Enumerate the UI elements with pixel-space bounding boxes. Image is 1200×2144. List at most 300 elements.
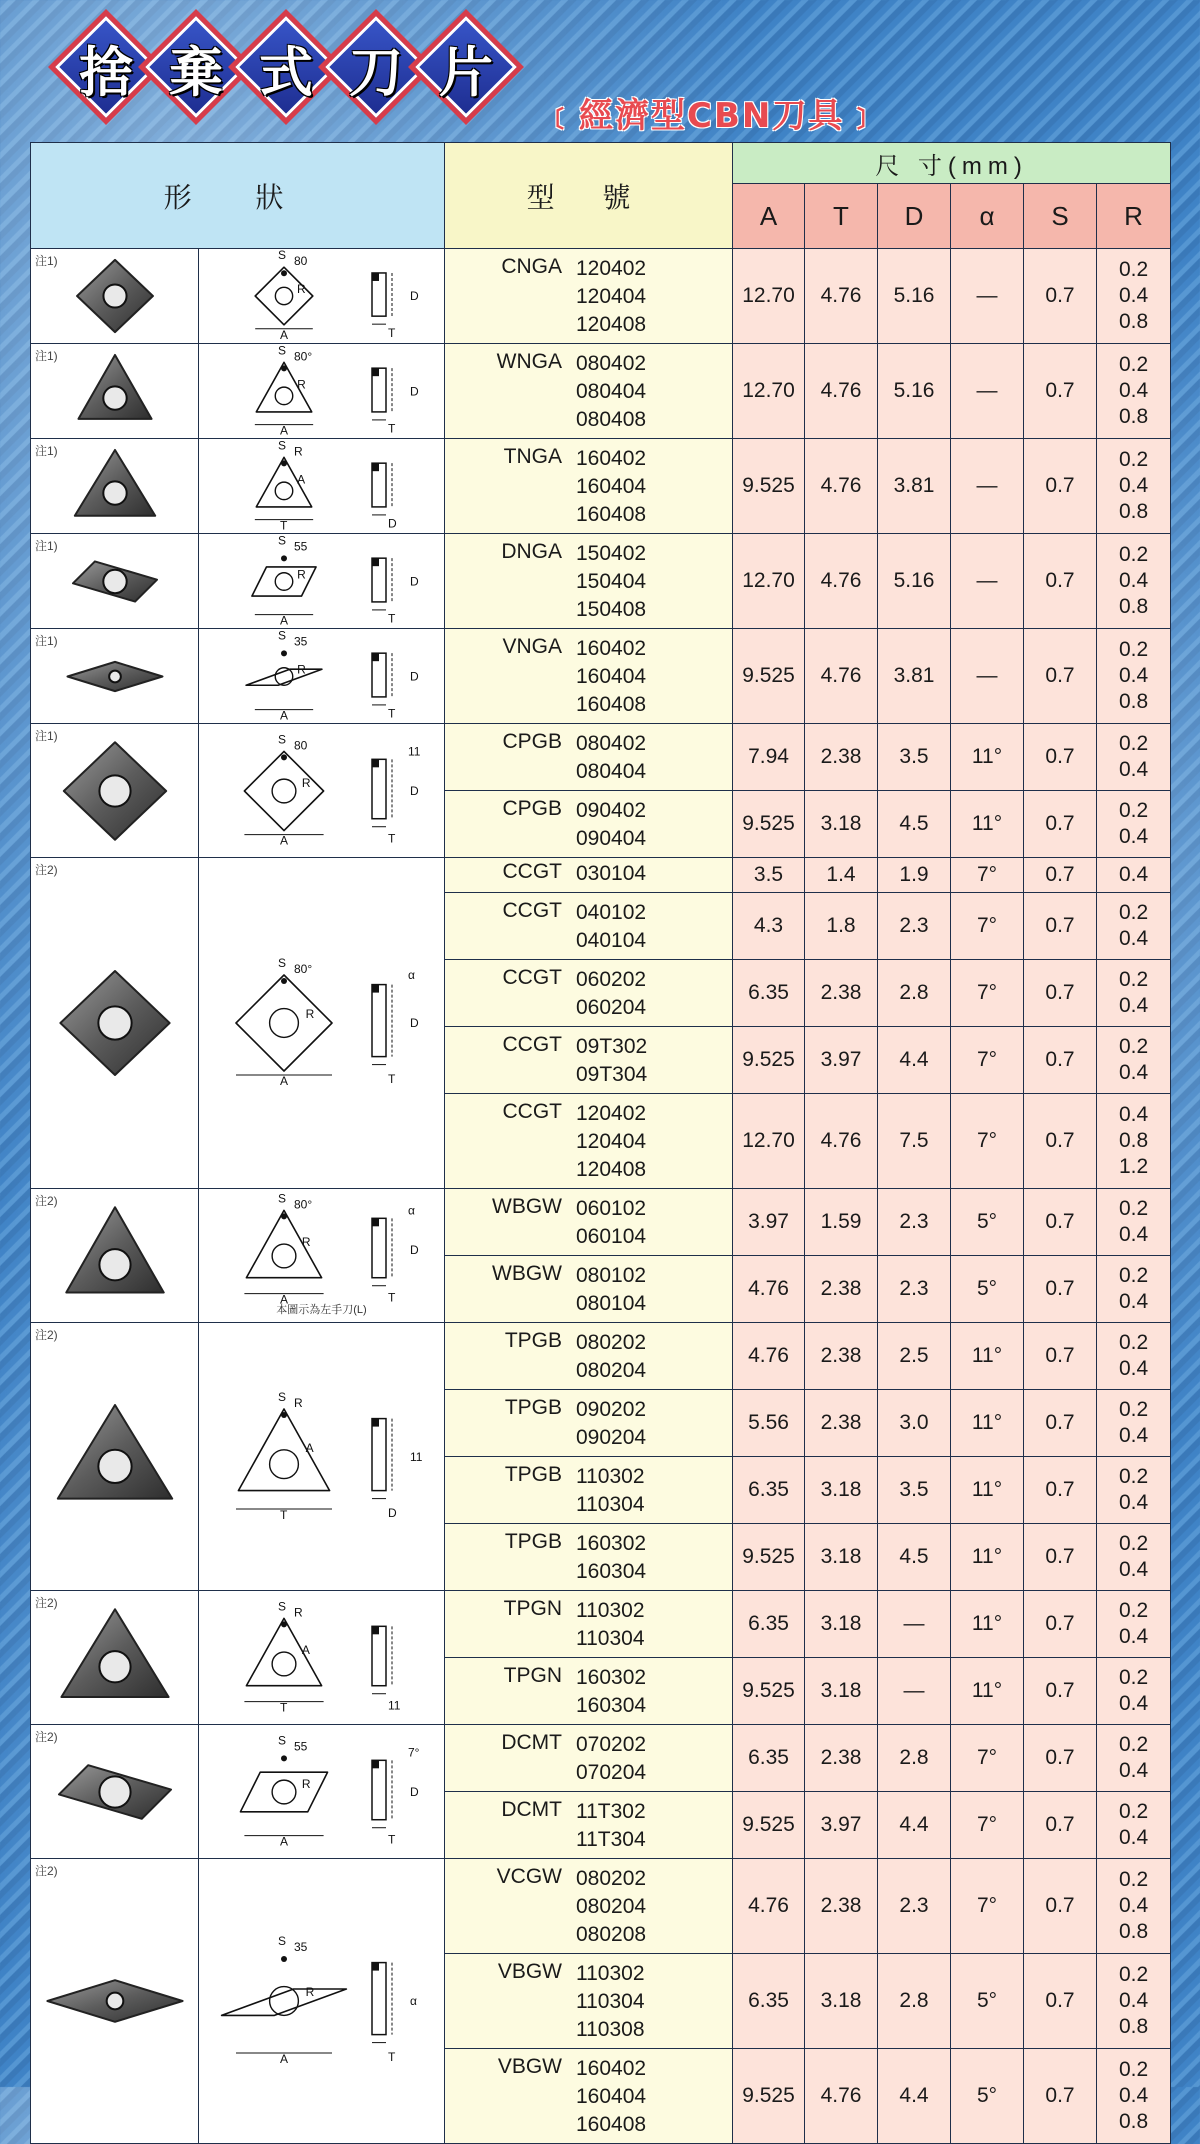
value-d: 4.4 <box>878 1792 951 1859</box>
value-r <box>1097 893 1171 960</box>
model-number: 150402 <box>576 542 647 565</box>
model-code: TPGN <box>503 1664 562 1687</box>
model-number: 160402 <box>576 637 647 660</box>
value-a: 9.525 <box>733 629 805 724</box>
value-s: 0.7 <box>1024 344 1097 439</box>
insert-diagram <box>199 344 445 439</box>
model-number: 070204 <box>576 1761 647 1784</box>
svg-text:80°: 80° <box>293 962 312 976</box>
value-alpha: — <box>951 249 1024 344</box>
value-s: 0.7 <box>1024 1323 1097 1390</box>
svg-text:55: 55 <box>293 538 307 553</box>
r-value: 0.2 <box>1118 901 1149 924</box>
model-code: TNGA <box>503 445 562 468</box>
value-a: 4.76 <box>733 1256 805 1323</box>
value-t: 1.59 <box>805 1189 878 1256</box>
value-d: 1.9 <box>878 858 951 893</box>
model-number: 160404 <box>576 665 647 688</box>
value-alpha: 5° <box>951 1256 1024 1323</box>
insert-photo <box>31 1725 199 1859</box>
value-r <box>1097 439 1171 534</box>
insert-photo-icon <box>31 1198 198 1314</box>
value-alpha: 7° <box>951 1792 1024 1859</box>
value-s: 0.7 <box>1024 960 1097 1027</box>
insert-diagram <box>199 1859 445 2144</box>
model-number: 120404 <box>576 285 647 308</box>
value-a: 12.70 <box>733 534 805 629</box>
value-t: 3.18 <box>805 1524 878 1591</box>
table-row <box>31 858 1171 893</box>
insert-diagram-icon <box>199 437 444 533</box>
note-label: 注2) <box>35 1194 58 1208</box>
insert-photo-icon <box>31 1936 198 2066</box>
value-t: 3.18 <box>805 1457 878 1524</box>
model-number: 080402 <box>576 732 647 755</box>
r-value: 0.2 <box>1118 353 1149 376</box>
model-cell <box>445 1390 733 1457</box>
r-value: 0.8 <box>1118 405 1149 428</box>
value-t: 1.8 <box>805 893 878 960</box>
model-code: CNGA <box>501 255 562 278</box>
value-s: 0.7 <box>1024 1524 1097 1591</box>
table-row <box>31 1591 1171 1658</box>
model-number: 110308 <box>576 2018 645 2041</box>
model-code: TPGB <box>504 1329 562 1352</box>
model-number: 09T302 <box>576 1035 648 1058</box>
model-cell <box>445 1094 733 1189</box>
value-alpha: 7° <box>951 1094 1024 1189</box>
title-char: 片 <box>439 41 493 104</box>
value-t: 2.38 <box>805 1323 878 1390</box>
model-code: TPGB <box>504 1530 562 1553</box>
header-dim-s: S <box>1024 184 1097 249</box>
page-subtitle: ﹝經濟型CBN刀具﹞ <box>543 96 881 136</box>
value-d: 4.5 <box>878 791 951 858</box>
table-row <box>31 1189 1171 1256</box>
svg-text:S: S <box>277 1934 286 1948</box>
table-row <box>31 1725 1171 1792</box>
insert-diagram <box>199 1591 445 1725</box>
svg-text:D: D <box>409 783 419 798</box>
value-alpha: — <box>951 534 1024 629</box>
r-value: 0.2 <box>1118 1398 1149 1421</box>
model-code: WBGW <box>492 1195 562 1218</box>
model-code: WNGA <box>496 350 562 373</box>
value-t: 4.76 <box>805 344 878 439</box>
header-dim-a: A <box>733 184 805 249</box>
model-number: 090202 <box>576 1398 647 1421</box>
title-char: 式 <box>259 41 313 104</box>
svg-text:11: 11 <box>387 1698 400 1713</box>
value-t: 2.38 <box>805 1725 878 1792</box>
value-t: 4.76 <box>805 1094 878 1189</box>
r-value: 0.4 <box>1118 1357 1149 1380</box>
value-t: 4.76 <box>805 534 878 629</box>
table-row <box>31 439 1171 534</box>
insert-photo <box>31 724 199 858</box>
model-code: TPGB <box>504 1396 562 1419</box>
r-value: 0.8 <box>1118 2015 1149 2038</box>
model-number: 160302 <box>576 1666 647 1689</box>
r-value: 0.4 <box>1118 1625 1149 1648</box>
model-code: TPGB <box>504 1463 562 1486</box>
r-value: 0.4 <box>1118 474 1149 497</box>
svg-text:R: R <box>296 377 306 392</box>
svg-text:T: T <box>387 2050 395 2064</box>
svg-text:T: T <box>387 1290 395 1305</box>
value-s: 0.7 <box>1024 1256 1097 1323</box>
header-size: 尺 寸(mm) <box>733 143 1171 184</box>
model-number: 060202 <box>576 968 647 991</box>
value-t: 3.97 <box>805 1027 878 1094</box>
r-value: 0.4 <box>1118 1290 1149 1313</box>
svg-text:R: R <box>301 775 310 790</box>
r-value: 0.2 <box>1118 799 1149 822</box>
value-alpha: 11° <box>951 1591 1024 1658</box>
svg-text:A: A <box>301 1642 310 1657</box>
r-value: 0.4 <box>1118 994 1149 1017</box>
svg-text:α: α <box>407 968 415 982</box>
insert-photo <box>31 1859 199 2144</box>
value-alpha: 11° <box>951 1524 1024 1591</box>
svg-text:R: R <box>301 1776 310 1791</box>
insert-diagram <box>199 629 445 724</box>
r-value: 0.2 <box>1118 1331 1149 1354</box>
svg-text:D: D <box>409 1016 419 1030</box>
value-alpha: 5° <box>951 1954 1024 2049</box>
r-value: 0.2 <box>1118 1465 1149 1488</box>
svg-text:S: S <box>277 627 286 642</box>
svg-text:T: T <box>387 1072 395 1086</box>
value-r <box>1097 344 1171 439</box>
svg-text:R: R <box>296 567 306 582</box>
svg-text:80°: 80° <box>293 348 312 363</box>
value-alpha: 11° <box>951 1658 1024 1725</box>
insert-diagram-icon <box>199 1190 444 1307</box>
model-code: CCGT <box>502 899 562 922</box>
value-r <box>1097 1725 1171 1792</box>
value-a: 6.35 <box>733 1725 805 1792</box>
r-value: 0.4 <box>1118 863 1149 886</box>
model-cell <box>445 1027 733 1094</box>
model-code: DCMT <box>501 1731 562 1754</box>
value-t: 2.38 <box>805 1256 878 1323</box>
svg-text:α: α <box>407 1202 415 1217</box>
insert-photo <box>31 249 199 344</box>
value-r <box>1097 1524 1171 1591</box>
value-d: 3.81 <box>878 629 951 724</box>
svg-text:S: S <box>277 248 286 263</box>
r-value: 0.4 <box>1118 1223 1149 1246</box>
model-number: 040102 <box>576 901 647 924</box>
svg-text:S: S <box>277 1732 286 1747</box>
r-value: 1.2 <box>1118 1155 1149 1178</box>
insert-diagram <box>199 439 445 534</box>
value-d: 2.5 <box>878 1323 951 1390</box>
insert-photo-icon <box>31 1734 198 1850</box>
model-number: 080404 <box>576 380 647 403</box>
r-value: 0.2 <box>1118 1532 1149 1555</box>
model-cell <box>445 1524 733 1591</box>
svg-text:T: T <box>387 421 395 436</box>
value-alpha: — <box>951 439 1024 534</box>
model-cell <box>445 2049 733 2144</box>
model-number: 110302 <box>576 1465 645 1488</box>
model-number: 160402 <box>576 2057 647 2080</box>
model-code: WBGW <box>492 1262 562 1285</box>
value-alpha: 7° <box>951 1027 1024 1094</box>
model-number: 160302 <box>576 1532 647 1555</box>
value-a: 4.76 <box>733 1323 805 1390</box>
svg-text:S: S <box>277 731 286 746</box>
r-value: 0.4 <box>1118 379 1149 402</box>
value-d: 2.8 <box>878 1954 951 2049</box>
svg-text:A: A <box>305 1440 314 1455</box>
value-d: 3.5 <box>878 724 951 791</box>
svg-text:55: 55 <box>293 1738 307 1753</box>
insert-diagram-icon <box>199 1598 444 1715</box>
r-value: 0.2 <box>1118 1264 1149 1287</box>
table-row <box>31 344 1171 439</box>
value-t: 3.18 <box>805 791 878 858</box>
svg-text:T: T <box>279 518 287 533</box>
table-row <box>31 1323 1171 1390</box>
r-value: 0.2 <box>1118 968 1149 991</box>
insert-photo <box>31 344 199 439</box>
header-dim-r: R <box>1097 184 1171 249</box>
model-number: 040104 <box>576 929 647 952</box>
insert-diagram-icon <box>199 1926 444 2076</box>
value-r <box>1097 1027 1171 1094</box>
value-t: 1.4 <box>805 858 878 893</box>
svg-text:D: D <box>409 384 419 398</box>
value-a: 9.525 <box>733 439 805 534</box>
value-r <box>1097 1954 1171 2049</box>
model-cell <box>445 439 733 534</box>
value-alpha: 11° <box>951 1390 1024 1457</box>
value-alpha: 5° <box>951 1189 1024 1256</box>
value-a: 6.35 <box>733 1457 805 1524</box>
r-value: 0.2 <box>1118 2058 1149 2081</box>
svg-text:A: A <box>296 472 305 487</box>
model-code: CCGT <box>502 1100 562 1123</box>
model-cell <box>445 629 733 724</box>
model-code: TPGN <box>503 1597 562 1620</box>
value-alpha: 11° <box>951 1323 1024 1390</box>
model-code: DCMT <box>501 1798 562 1821</box>
model-number: 090204 <box>576 1426 647 1449</box>
svg-text:R: R <box>301 1234 310 1249</box>
value-s: 0.7 <box>1024 1027 1097 1094</box>
value-d: 5.16 <box>878 344 951 439</box>
model-number: 110302 <box>576 1599 645 1622</box>
model-number: 160408 <box>576 503 647 526</box>
value-a: 4.3 <box>733 893 805 960</box>
svg-text:S: S <box>277 1389 286 1404</box>
svg-text:D: D <box>409 289 419 303</box>
value-s: 0.7 <box>1024 1658 1097 1725</box>
table-row <box>31 249 1171 344</box>
model-cell <box>445 791 733 858</box>
note-label: 注1) <box>35 444 58 458</box>
model-number: 060104 <box>576 1225 647 1248</box>
svg-text:S: S <box>277 1190 286 1205</box>
svg-text:S: S <box>277 342 286 357</box>
insert-diagram-icon <box>199 532 444 628</box>
svg-text:R: R <box>293 1604 303 1619</box>
svg-text:T: T <box>387 325 395 340</box>
note-label: 注1) <box>35 254 58 268</box>
value-d: 3.5 <box>878 1457 951 1524</box>
value-s: 0.7 <box>1024 439 1097 534</box>
insert-diagram-icon <box>199 627 444 723</box>
model-cell <box>445 344 733 439</box>
r-value: 0.2 <box>1118 638 1149 661</box>
svg-text:T: T <box>387 611 395 626</box>
svg-text:T: T <box>387 706 395 721</box>
r-value: 0.8 <box>1118 310 1149 333</box>
model-cell <box>445 249 733 344</box>
value-s: 0.7 <box>1024 534 1097 629</box>
value-d: 2.3 <box>878 1859 951 1954</box>
svg-text:A: A <box>279 708 288 723</box>
model-number: 080408 <box>576 408 647 431</box>
value-alpha: 11° <box>951 724 1024 791</box>
value-r <box>1097 1256 1171 1323</box>
table-row <box>31 534 1171 629</box>
insert-photo-icon <box>31 1600 198 1716</box>
insert-photo-icon <box>31 733 198 849</box>
value-a: 9.525 <box>733 1792 805 1859</box>
value-t: 2.38 <box>805 1390 878 1457</box>
insert-diagram <box>199 1189 445 1323</box>
insert-diagram-icon <box>199 342 444 438</box>
model-number: 160402 <box>576 447 647 470</box>
value-r <box>1097 1859 1171 1954</box>
value-r <box>1097 1792 1171 1859</box>
value-t: 3.97 <box>805 1792 878 1859</box>
model-number: 110304 <box>576 1627 645 1650</box>
model-cell <box>445 1189 733 1256</box>
model-number: 120408 <box>576 313 647 336</box>
svg-text:35: 35 <box>293 1940 307 1954</box>
r-value: 0.2 <box>1118 543 1149 566</box>
insert-photo <box>31 1591 199 1725</box>
value-t: 4.76 <box>805 2049 878 2144</box>
value-s: 0.7 <box>1024 1390 1097 1457</box>
value-a: 5.56 <box>733 1390 805 1457</box>
value-r <box>1097 724 1171 791</box>
model-number: 110304 <box>576 1990 645 2013</box>
value-d: 4.4 <box>878 2049 951 2144</box>
model-number: 120402 <box>576 1102 647 1125</box>
insert-photo <box>31 534 199 629</box>
model-number: 120402 <box>576 257 647 280</box>
note-label: 注1) <box>35 729 58 743</box>
model-number: 060102 <box>576 1197 647 1220</box>
value-t: 4.76 <box>805 249 878 344</box>
value-t: 3.18 <box>805 1658 878 1725</box>
svg-text:R: R <box>296 662 306 677</box>
r-value: 0.2 <box>1118 1733 1149 1756</box>
model-code: VBGW <box>497 1960 562 1983</box>
svg-text:S: S <box>277 956 286 970</box>
insert-diagram-icon <box>199 948 444 1098</box>
insert-diagram <box>199 724 445 858</box>
value-s: 0.7 <box>1024 1954 1097 2049</box>
model-number: 11T304 <box>576 1828 646 1851</box>
value-d: 2.8 <box>878 960 951 1027</box>
svg-text:D: D <box>409 1784 419 1799</box>
model-number: 060204 <box>576 996 647 1019</box>
model-code: CCGT <box>502 860 562 883</box>
r-value: 0.4 <box>1118 1491 1149 1514</box>
r-value: 0.2 <box>1118 1963 1149 1986</box>
model-number: 090402 <box>576 799 647 822</box>
model-code: VBGW <box>497 2055 562 2078</box>
insert-diagram-icon <box>199 731 444 848</box>
value-d: 3.81 <box>878 439 951 534</box>
model-number: 110302 <box>576 1962 645 1985</box>
r-value: 0.2 <box>1118 1868 1149 1891</box>
table-body <box>31 249 1171 2144</box>
value-d: 2.3 <box>878 1256 951 1323</box>
svg-text:R: R <box>305 1985 314 2000</box>
svg-text:D: D <box>387 516 397 531</box>
value-a: 4.76 <box>733 1859 805 1954</box>
insert-photo-icon <box>31 1392 198 1522</box>
value-alpha: 7° <box>951 893 1024 960</box>
value-alpha: 11° <box>951 791 1024 858</box>
model-code: CPGB <box>502 730 562 753</box>
table-row <box>31 1859 1171 1954</box>
insert-photo <box>31 439 199 534</box>
value-alpha: 7° <box>951 1859 1024 1954</box>
model-cell <box>445 1792 733 1859</box>
table-row <box>31 629 1171 724</box>
r-value: 0.2 <box>1118 1666 1149 1689</box>
model-code: CPGB <box>502 797 562 820</box>
svg-text:α: α <box>409 1994 417 2008</box>
value-s: 0.7 <box>1024 724 1097 791</box>
svg-text:A: A <box>279 2052 288 2066</box>
value-r <box>1097 1189 1171 1256</box>
svg-text:A: A <box>279 423 288 438</box>
value-d: 2.3 <box>878 893 951 960</box>
r-value: 0.2 <box>1118 448 1149 471</box>
model-number: 160408 <box>576 2113 647 2136</box>
model-number: 09T304 <box>576 1063 648 1086</box>
value-d: 7.5 <box>878 1094 951 1189</box>
model-code: CCGT <box>502 966 562 989</box>
value-s: 0.7 <box>1024 1591 1097 1658</box>
value-r <box>1097 534 1171 629</box>
value-alpha: — <box>951 344 1024 439</box>
model-number: 160304 <box>576 1694 647 1717</box>
model-number: 080208 <box>576 1923 647 1946</box>
svg-text:R: R <box>305 1007 314 1022</box>
note-label: 注1) <box>35 634 58 648</box>
model-number: 080404 <box>576 760 647 783</box>
r-value: 0.4 <box>1118 1424 1149 1447</box>
value-s: 0.7 <box>1024 2049 1097 2144</box>
model-number: 080104 <box>576 1292 647 1315</box>
insert-diagram-icon <box>199 1732 444 1849</box>
r-value: 0.2 <box>1118 1035 1149 1058</box>
r-value: 0.2 <box>1118 1800 1149 1823</box>
model-number: 160304 <box>576 1560 647 1583</box>
insert-photo <box>31 629 199 724</box>
